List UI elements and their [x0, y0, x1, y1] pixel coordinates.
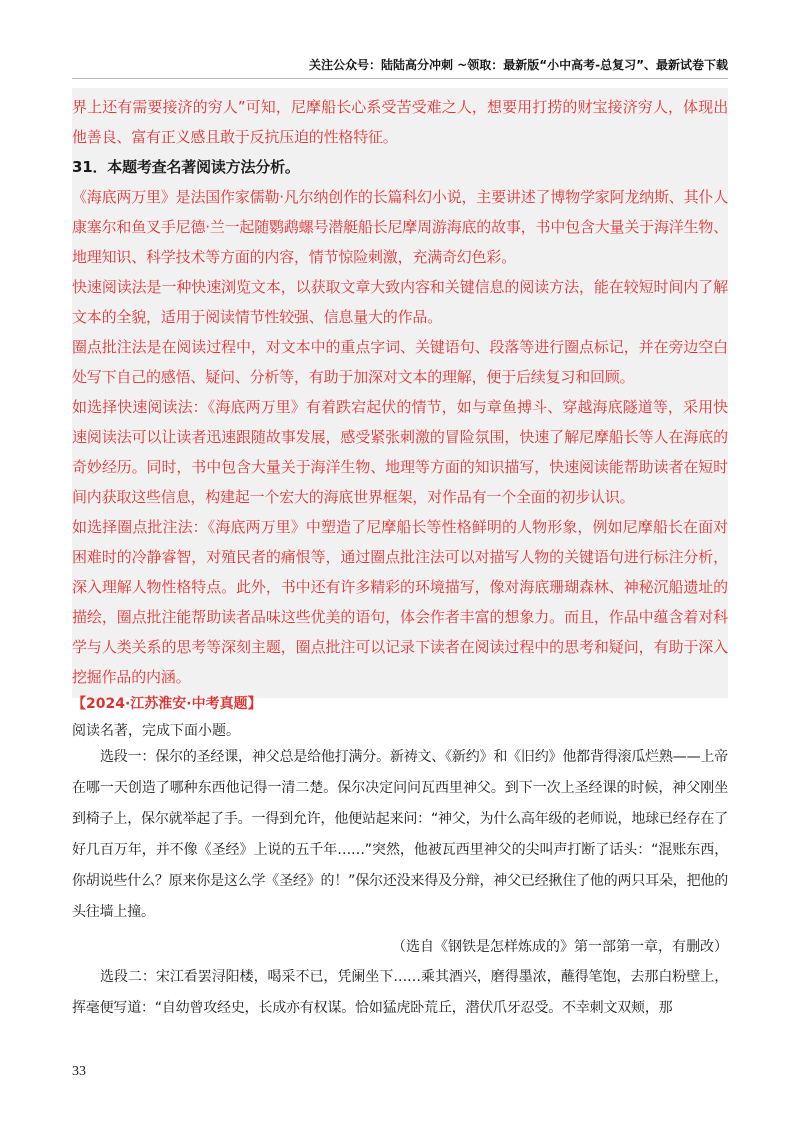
header-divider — [72, 78, 728, 79]
analysis-book-intro: 《海底两万里》是法国作家儒勒·凡尔纳创作的长篇科幻小说，主要讲述了博物学家阿龙纳斯、其仆人康塞尔和鱼叉手尼德·兰一起随鹦鹉螺号潜艇船长尼摩周游海底的故事，书中包含大量关于海洋生物、地理知识、科学技术等方面的内容，情节惊险刺激，充满奇幻色彩。 — [72, 188, 728, 266]
question-instruction: 阅读名著，完成下面小题。 — [72, 723, 240, 739]
analysis-choice-fast: 如选择快速阅读法：《海底两万里》有着跌宕起伏的情节，如与章鱼搏斗、穿越海底隧道等，采用快速阅读法可以让读者迅速跟随故事发展，感受紧张刺激的冒险氛围，快速了解尼摩船长等人在海底的奇妙经历。同时，书中包含大量关于海洋生物、地理等方面的知识描写，快速阅读能帮助读者在短时间内获取这些信息，构建起一个宏大的海底世界框架，对作品有一个全面的初步认识。 — [72, 398, 728, 506]
question-31-heading: 31．本题考查名著阅读方法分析。 — [72, 158, 300, 176]
passage-excerpt-1: 选段一：保尔的圣经课，神父总是给他打满分。新祷文、《新约》和《旧约》他都背得滚瓜烂熟——上帝在哪一天创造了哪种东西他记得一清二楚。保尔决定问问瓦西里神父。到下一次上圣经课的时候，神父刚坐到椅子上，保尔就举起了手。一得到允许，他便站起来问：“神父，为什么高年级的老师说，地球已经存在了好几百万年，并不像《圣经》上说的五千年……”突然，他被瓦西里神父的尖叫声打断了话头：“混账东西，你胡说些什么？原来你是这么学《圣经》的！”保尔还没来得及分辩，神父已经揪住了他的两只耳朵，把他的头往墙上撞。 — [72, 749, 728, 920]
analysis-fast-reading: 快速阅读法是一种快速浏览文本，以获取文章大致内容和关键信息的阅读方法，能在较短时间内了解文本的全貌，适用于阅读情节性较强、信息量大的作品。 — [72, 278, 728, 326]
analysis-annotation-method: 圈点批注法是在阅读过程中，对文本中的重点字词、关键语句、段落等进行圈点标记，并在旁边空白处写下自己的感悟、疑问、分析等，有助于加深对文本的理解，便于后续复习和回顾。 — [72, 338, 728, 386]
analysis-section — [72, 88, 728, 698]
analysis-choice-annotation: 如选择圈点批注法：《海底两万里》中塑造了尼摩船长等性格鲜明的人物形象，例如尼摩船长在面对困难时的冷静睿智，对殖民者的痛恨等，通过圈点批注法可以对描写人物的关键语句进行标注分析，深入理解人物性格特点。此外，书中还有许多精彩的环境描写，像对海底珊瑚森林、神秘沉船遗址的描绘，圈点批注能帮助读者品味这些优美的语句，体会作者丰富的想象力。而且，作品中蕴含着对科学与人类关系的思考等深刻主题，圈点批注可以记录下读者在阅读过程中的思考和疑问，有助于深入挖掘作品的内涵。 — [72, 518, 728, 686]
page-header: 关注公众号：陆陆高分冲刺 ~领取：最新版“小中高考-总复习”、最新试卷下载 — [309, 58, 728, 72]
passage-1-source: （选自《钢铁是怎样炼成的》第一部第一章，有删改） — [392, 939, 728, 955]
exam-source-tag: 【2024·江苏淮安·中考真题】 — [72, 696, 262, 712]
passage-excerpt-2: 选段二：宋江看罢浔阳楼，喝采不已，凭阑坐下……乘其酒兴，磨得墨浓，蘸得笔饱，去那白粉壁上，挥毫便写道：“自幼曾攻经史，长成亦有权谋。恰如猛虎卧荒丘，潜伏爪牙忍受。不幸刺文双颊，那 — [72, 969, 728, 1016]
analysis-line-continuation: 界上还有需要接济的穷人”可知，尼摩船长心系受苦受难之人，想要用打捞的财宝接济穷人，体现出他善良、富有正义感且敢于反抗压迫的性格特征。 — [72, 98, 728, 146]
page-number: 33 — [72, 1064, 86, 1079]
